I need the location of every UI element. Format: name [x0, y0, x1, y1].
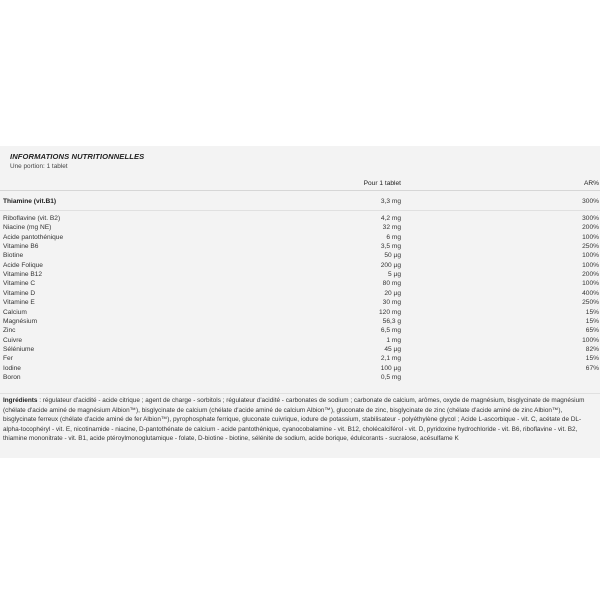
nutrient-name: Séléniume	[3, 345, 35, 353]
nutrient-ar: 67%	[585, 364, 599, 372]
ingredients-body: : régulateur d'acidité - acide citrique ; agent de charge - sorbitols ; régulateur d'acidité - carbonates de sodium ; carbonate de calcium, arômes, oxyde de magnésium, bisglycinate de magnésium (chélate d'acide aminé de magnésium Albion™), bisglycinate de calcium (chélate d'acide aminé de calcium Albion™), gluconate de zinc, bisglycinate de zinc (chélate d'acide aminé de zinc Albion™), bisglycinate ferreux (chélate d'acide aminé de fer Albion™), pyrophosphate ferrique, gluconate cuivrique, iodure de potassium, stabilisateur - polyéthylène glycol ; Acide L-ascorbique - vit. C, acétate de DL-alpha-tocophéryl - vit. E, nicotinamide - niacine, D-pantothénate de calcium - acide pantothénique, cyanocobalamine - vit. B12, cholécalciférol - vit. D, pyridoxine hydrochloride - vit. B6, riboflavine - vit. B2, thiamine mononitrate - vit. B1, acide ptéroylmonoglutamique - folate, D-biotine - biotine, sélénite de sodium, acide borique, édulcorants - sucralose, acésulfame K	[3, 397, 585, 443]
page-title: INFORMATIONS NUTRITIONNELLES	[10, 152, 145, 161]
table-row	[0, 223, 600, 232]
ingredients-text	[3, 396, 597, 444]
nutrient-ar: 250%	[582, 299, 599, 307]
nutrient-ar: 15%	[585, 308, 599, 316]
nutrient-amount: 4,2 mg	[380, 215, 401, 222]
table-row	[0, 233, 600, 242]
table-row	[0, 308, 600, 317]
nutrient-amount: 20 µg	[384, 289, 401, 297]
nutrient-name: Vitamine B6	[3, 243, 39, 251]
nutrient-ar: 100%	[582, 252, 599, 260]
nutrient-name: Calcium	[3, 308, 27, 316]
table-row	[0, 364, 600, 373]
table-row	[0, 298, 600, 307]
table-row	[0, 289, 600, 298]
nutrient-name: Cuivre	[3, 336, 23, 344]
table-row	[0, 279, 600, 288]
nutrient-name: Magnésium	[3, 317, 38, 325]
table-row	[0, 242, 600, 251]
nutrient-name: Acide pantothénique	[3, 233, 64, 241]
nutrient-name: Boron	[3, 373, 21, 381]
table-row	[0, 345, 600, 354]
nutrient-amount: 2,1 mg	[380, 355, 401, 363]
nutrient-ar: 100%	[582, 233, 599, 241]
nutrient-amount: 6,5 mg	[380, 327, 401, 335]
nutrient-name: Vitamine C	[3, 280, 36, 288]
nutrient-name: Biotine	[3, 252, 24, 260]
nutrient-name: Acide Folique	[3, 261, 43, 269]
nutrient-amount: 56,3 g	[382, 317, 401, 325]
column-header-ar: AR%	[583, 180, 599, 187]
table-row	[0, 251, 600, 260]
nutrient-amount: 6 mg	[386, 233, 401, 241]
nutrient-name: Vitamine B12	[3, 271, 43, 279]
nutrient-ar: 65%	[585, 327, 599, 335]
table-row	[0, 270, 600, 279]
nutrient-name: Vitamine D	[3, 289, 36, 297]
nutrient-ar: 82%	[585, 345, 599, 353]
nutrient-ar: 300%	[582, 215, 599, 222]
column-header-per-tablet: Pour 1 tablet	[363, 180, 401, 187]
nutrient-name: Iodine	[3, 364, 21, 372]
nutrient-ar: 100%	[582, 280, 599, 288]
ingredients-label: Ingrédients	[3, 397, 38, 404]
table-row	[0, 197, 600, 206]
nutrient-ar: 15%	[585, 355, 599, 363]
nutrient-name: Fer	[3, 355, 13, 363]
nutrient-amount: 3,3 mg	[380, 198, 401, 205]
nutrient-amount: 3,5 mg	[380, 243, 401, 251]
nutrient-amount: 1 mg	[386, 336, 401, 344]
table-row	[0, 317, 600, 326]
nutrient-ar: 200%	[582, 271, 599, 279]
header-divider	[0, 190, 600, 191]
nutrient-name: Riboflavine (vit. B2)	[3, 215, 61, 222]
nutrient-ar: 250%	[582, 243, 599, 251]
nutrient-amount: 5 µg	[388, 271, 401, 279]
table-row	[0, 336, 600, 345]
nutrient-ar: 100%	[582, 336, 599, 344]
nutrient-amount: 200 µg	[380, 261, 401, 269]
nutrient-amount: 0,5 mg	[380, 373, 401, 381]
nutrient-ar: 100%	[582, 261, 599, 269]
table-row	[0, 373, 600, 382]
nutrient-amount: 100 µg	[380, 364, 401, 372]
nutrient-ar: 300%	[582, 198, 599, 205]
nutrient-ar: 15%	[585, 317, 599, 325]
row-divider	[0, 210, 600, 211]
table-row	[0, 354, 600, 363]
nutrient-ar: 400%	[582, 289, 599, 297]
nutrient-amount: 50 µg	[384, 252, 401, 260]
nutrient-amount: 30 mg	[382, 299, 401, 307]
table-row	[0, 326, 600, 335]
nutrient-ar: 200%	[582, 224, 599, 232]
table-bottom-divider	[0, 393, 600, 394]
table-row	[0, 214, 600, 223]
nutrient-amount: 32 mg	[382, 224, 401, 232]
table-row	[0, 261, 600, 270]
nutrient-amount: 80 mg	[382, 280, 401, 288]
nutrient-name: Zinc	[3, 327, 16, 335]
serving-subtitle: Une portion: 1 tablet	[10, 163, 68, 170]
nutrient-name: Vitamine E	[3, 299, 35, 307]
nutrient-name: Niacine (mg NE)	[3, 224, 52, 232]
nutrient-name: Thiamine (vit.B1)	[3, 198, 57, 205]
nutrient-amount: 120 mg	[379, 308, 401, 316]
nutrient-amount: 45 µg	[384, 345, 401, 353]
